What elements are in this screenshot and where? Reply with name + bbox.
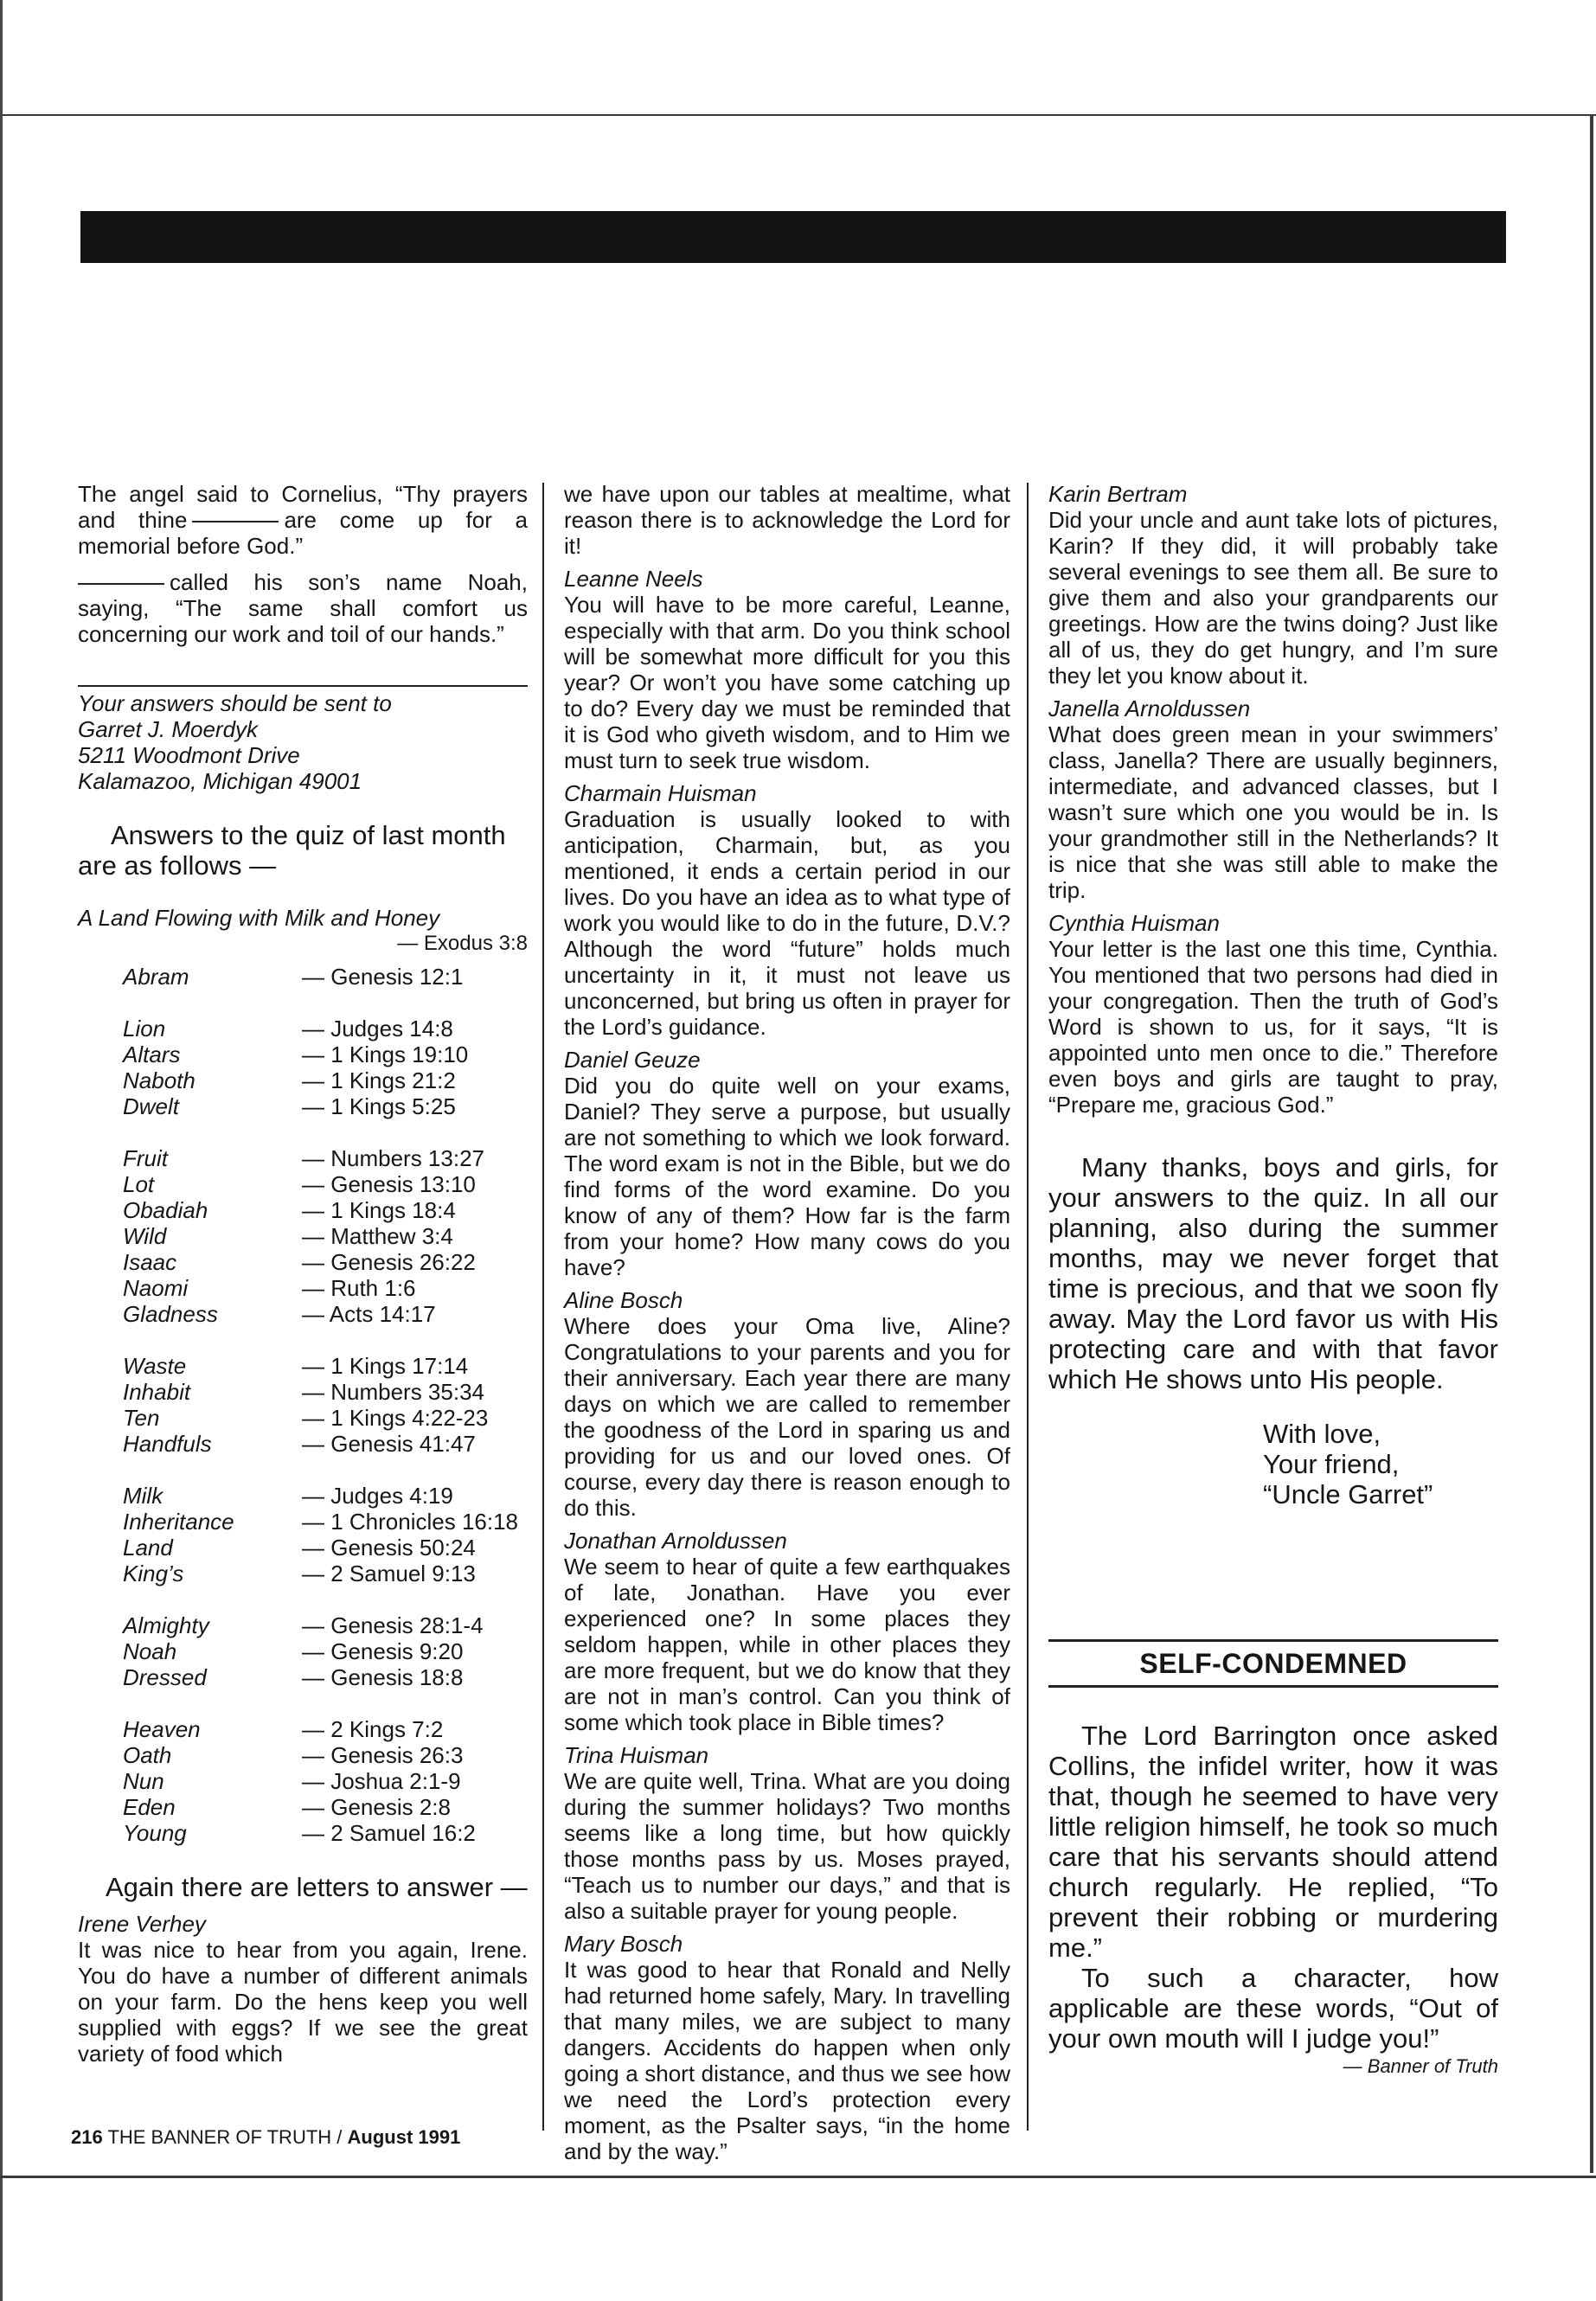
- quiz-answer-word: Milk: [123, 1483, 163, 1509]
- quiz-title: A Land Flowing with Milk and Honey: [78, 905, 440, 931]
- answer-blank: [192, 521, 279, 522]
- quiz-answer-group: [123, 964, 528, 990]
- article-paragraph: To such a character, how applicable are these words, “Out of your own mouth will I judge you!”: [1048, 1963, 1498, 2054]
- quiz-answer-word: Young: [123, 1820, 187, 1846]
- article-title-box: [1048, 1639, 1498, 1688]
- quiz-answer-word: Lot: [123, 1171, 155, 1197]
- quiz-answer-word: Inhabit: [123, 1379, 191, 1405]
- quiz-answer-row: [123, 1042, 528, 1067]
- header-black-bar: [80, 211, 1506, 263]
- quiz-answer-reference: — Acts 14:17: [302, 1301, 436, 1327]
- letter-name: Charmain Huisman: [564, 780, 757, 806]
- quiz-answer-word: Oath: [123, 1742, 172, 1768]
- quiz-answer-word: Ten: [123, 1405, 160, 1431]
- letter-text: Graduation is usually looked to with anticipation, Charmain, but, as you mentioned, it ends a certain period in our lives. Do you have an idea as to what type of work you would like to do in the future, D.V.? Although the word “future” holds much uncertainty in it, it must not leave us unconcerned, but bring us often in prayer for the Lord’s guidance.: [564, 806, 1010, 1040]
- quiz-answer-reference: — Genesis 26:22: [302, 1249, 476, 1275]
- letters-list: [1048, 481, 1498, 1118]
- letter-text: You will have to be more careful, Leanne, especially with that arm. Do you think school will be somewhat more difficult for you this year? Or won’t you have some catching up to do? Every day we must be reminded that it is God who giveth wisdom, and to Him we must turn to seek true wisdom.: [564, 592, 1010, 773]
- page-bottom-rule: [0, 2176, 1596, 2178]
- quiz-answer-reference: — Genesis 13:10: [302, 1171, 476, 1197]
- letter-text: Did you do quite well on your exams, Daniel? They serve a purpose, but usually are not something to which we look forward. The word exam is not in the Bible, but we do find forms of the word examine. Do you know of any of them? How far is the farm from your home? How many cows do you have?: [564, 1073, 1010, 1280]
- quiz-answer-word: Handfuls: [123, 1431, 212, 1457]
- quiz-answer-reference: — Ruth 1:6: [302, 1275, 416, 1301]
- address-line: Your answers should be sent to: [78, 690, 392, 716]
- quiz-answer-reference: — Genesis 41:47: [302, 1431, 476, 1457]
- quiz-answer-word: Dressed: [123, 1664, 207, 1690]
- letter-name: Aline Bosch: [564, 1287, 683, 1313]
- quiz-answer-row: [123, 1197, 528, 1223]
- quiz-question-1: The angel said to Cornelius, “Thy prayers and thine are come up for a memorial before God.”: [78, 481, 528, 559]
- quiz-answer-reference: — Numbers 13:27: [302, 1145, 484, 1171]
- quiz-answer-reference: — Genesis 28:1-4: [302, 1612, 484, 1638]
- letter-text: Did your uncle and aunt take lots of pictures, Karin? If they did, it will probably take several evenings to see them all. Be sure to give them and also your grandparents our greetings. How are the twins doing? Just like all of us, they do get hungry, and I’m sure they let you know about it.: [1048, 507, 1498, 689]
- quiz-answer-reference: — Judges 4:19: [302, 1483, 453, 1509]
- quiz-answer-row: [123, 1768, 528, 1794]
- quiz-answer-group: [123, 1145, 528, 1327]
- quiz-answer-group: [123, 1353, 528, 1457]
- thanks-paragraph: Many thanks, boys and girls, for your answers to the quiz. In all our planning, also during the summer months, may we never forget that time is precious, and that we soon fly away. May the Lord favor us with His protecting care and with that favor which He shows unto His people.: [1048, 1152, 1498, 1394]
- column-right: [1048, 481, 1498, 2080]
- letter-name: Irene Verhey: [78, 1911, 206, 1937]
- quiz-answer-word: Land: [123, 1535, 173, 1561]
- quiz-answer-list: [123, 964, 528, 1846]
- letter-text: We are quite well, Trina. What are you doing during the summer holidays? Two months seems like a long time, but how quickly those months pass by us. Moses prayed, “Teach us to number our days,” and that is also a suitable prayer for young people.: [564, 1768, 1010, 1924]
- quiz-answer-row: [123, 1431, 528, 1457]
- letter-name: Leanne Neels: [564, 566, 703, 592]
- quiz-answer-word: Gladness: [123, 1301, 218, 1327]
- quiz-answer-row: [123, 1638, 528, 1664]
- page-top-rule: [0, 114, 1596, 116]
- quiz-answer-word: Heaven: [123, 1716, 201, 1742]
- quiz-answer-row: [123, 1145, 528, 1171]
- quiz-answer-word: Isaac: [123, 1249, 177, 1275]
- letter-name: Jonathan Arnoldussen: [564, 1528, 787, 1554]
- page-right-edge: [1590, 114, 1593, 2173]
- quiz-answer-reference: — 1 Kings 4:22-23: [302, 1405, 489, 1431]
- quiz-answer-group: [123, 1612, 528, 1690]
- quiz-answer-row: [123, 1093, 528, 1119]
- quiz-answer-row: [123, 1612, 528, 1638]
- quiz-answer-word: Naomi: [123, 1275, 189, 1301]
- quiz-answer-row: [123, 1535, 528, 1561]
- quiz-answer-row: [123, 1171, 528, 1197]
- quiz-answer-row: [123, 1379, 528, 1405]
- quiz-answer-reference: — Genesis 50:24: [302, 1535, 476, 1561]
- address-block: [78, 690, 528, 794]
- issue-date: August 1991: [347, 2126, 461, 2148]
- closing-line: “Uncle Garret”: [1263, 1479, 1433, 1509]
- quiz-answer-word: Obadiah: [123, 1197, 208, 1223]
- quiz-answer-row: [123, 1067, 528, 1093]
- letter-text: Where does your Oma live, Aline? Congratulations to your parents and you for their anniversary. Each year there are many days on which we are called to remember the goodness of the Lord in sparing us and providing for us and our loved ones. Of course, every day there is reason enough to do this.: [564, 1313, 1010, 1521]
- page-number: 216: [71, 2126, 103, 2148]
- page-left-edge: [0, 0, 3, 2301]
- column-middle: [564, 481, 1010, 2164]
- quiz-answer-word: King’s: [123, 1561, 184, 1586]
- title-rule-bottom: [1048, 1685, 1498, 1688]
- quiz-answer-reference: — 1 Kings 17:14: [302, 1353, 469, 1379]
- quiz-answer-reference: — Genesis 9:20: [302, 1638, 464, 1664]
- quiz-answer-word: Fruit: [123, 1145, 168, 1171]
- quiz-answer-reference: — Matthew 3:4: [302, 1223, 453, 1249]
- quiz-answer-reference: — 2 Samuel 9:13: [302, 1561, 476, 1586]
- quiz-answer-reference: — Genesis 26:3: [302, 1742, 464, 1768]
- letter-name: Mary Bosch: [564, 1931, 683, 1957]
- column-left: [78, 481, 528, 2067]
- address-divider: [78, 685, 528, 687]
- quiz-answer-reference: — 1 Kings 19:10: [302, 1042, 469, 1067]
- quiz-answer-reference: — Judges 14:8: [302, 1016, 453, 1042]
- quiz-answer-word: Abram: [123, 964, 189, 990]
- article-credit: — Banner of Truth: [1343, 2055, 1498, 2077]
- article-title: SELF-CONDEMNED: [1139, 1648, 1407, 1679]
- page-footer: [71, 2125, 460, 2150]
- letters-heading: Again there are letters to answer —: [106, 1872, 528, 1902]
- quiz-answer-word: Wild: [123, 1223, 167, 1249]
- quiz-title-reference: — Exodus 3:8: [397, 932, 528, 955]
- quiz-answer-word: Waste: [123, 1353, 187, 1379]
- quiz-question-2: called his son’s name Noah, saying, “The same shall comfort us concerning our work and toil of our hands.”: [78, 569, 528, 647]
- address-line: 5211 Woodmont Drive: [78, 742, 300, 768]
- quiz-answer-row: [123, 1794, 528, 1820]
- quiz-answer-row: [123, 964, 528, 990]
- quiz-answer-reference: — 2 Samuel 16:2: [302, 1820, 476, 1846]
- letter-name: Karin Bertram: [1048, 481, 1188, 507]
- letter-text: What does green mean in your swimmers’ class, Janella? There are usually beginners, intermediate, and advanced classes, but I wasn’t sure which one you would be in. Is your grandmother still in the Netherlands? It is nice that she was still able to make the trip.: [1048, 721, 1498, 903]
- quiz-answer-word: Eden: [123, 1794, 176, 1820]
- letter-name: Daniel Geuze: [564, 1047, 701, 1073]
- quiz-answer-reference: — Genesis 18:8: [302, 1664, 464, 1690]
- quiz-answer-group: [123, 1016, 528, 1119]
- column-divider-left: [542, 483, 544, 2131]
- letter-text: Your letter is the last one this time, Cynthia. You mentioned that two persons had died in your congregation. Then the truth of God’s Word is shown to us, for it says, “It is appointed unto men once to die.” Therefore even boys and girls are taught to pray, “Prepare me, gracious God.”: [1048, 936, 1498, 1118]
- quiz-answer-reference: — Genesis 2:8: [302, 1794, 451, 1820]
- quiz-answer-reference: — 2 Kings 7:2: [302, 1716, 444, 1742]
- quiz-answer-group: [123, 1716, 528, 1846]
- quiz-answer-row: [123, 1716, 528, 1742]
- address-line: Garret J. Moerdyk: [78, 716, 259, 742]
- letter-text: It was nice to hear from you again, Irene. You do have a number of different animals on your farm. Do the hens keep you well supplied with eggs? If we see the great variety of food which: [78, 1937, 528, 2067]
- letters-list: [564, 566, 1010, 2164]
- quiz-answer-row: [123, 1223, 528, 1249]
- quiz-answer-row: [123, 1664, 528, 1690]
- quiz-answer-row: [123, 1561, 528, 1586]
- article-paragraph: The Lord Barrington once asked Collins, the infidel writer, how it was that, though he seemed to have very little religion himself, he took so much care that his servants should attend church regularly. He replied, “To prevent their robbing or murdering me.”: [1048, 1721, 1498, 1963]
- quiz-answer-reference: — 1 Kings 21:2: [302, 1067, 456, 1093]
- quiz-answer-reference: — Numbers 35:34: [302, 1379, 484, 1405]
- letter-name: Trina Huisman: [564, 1742, 709, 1768]
- quiz-answer-row: [123, 1353, 528, 1379]
- quiz-answer-word: Lion: [123, 1016, 166, 1042]
- quiz-answer-word: Nun: [123, 1768, 164, 1794]
- closing-line: Your friend,: [1263, 1449, 1400, 1479]
- quiz-answer-word: Almighty: [123, 1612, 209, 1638]
- quiz-answer-row: [123, 1249, 528, 1275]
- letter-name: Janella Arnoldussen: [1048, 695, 1251, 721]
- quiz-answer-word: Altars: [123, 1042, 181, 1067]
- quiz-answer-row: [123, 1483, 528, 1509]
- quiz-answer-row: [123, 1275, 528, 1301]
- quiz-answer-group: [123, 1483, 528, 1586]
- quiz-answer-row: [123, 1509, 528, 1535]
- letter-text: It was good to hear that Ronald and Nelly had returned home safely, Mary. In travelling that many miles, we are subject to many dangers. Accidents do happen when only going a short distance, and thus we see how we need the Lord’s protection every moment, as the Psalter says, “in the home and by the way.”: [564, 1957, 1010, 2164]
- quiz-answer-word: Noah: [123, 1638, 177, 1664]
- closing-line: With love,: [1263, 1419, 1381, 1449]
- quiz-answer-word: Dwelt: [123, 1093, 180, 1119]
- quiz-answer-row: [123, 1016, 528, 1042]
- quiz-answer-row: [123, 1742, 528, 1768]
- letter-text-continued: we have upon our tables at mealtime, what reason there is to acknowledge the Lord for it!: [564, 481, 1010, 559]
- letter-name: Cynthia Huisman: [1048, 910, 1220, 936]
- publication-name: THE BANNER OF TRUTH /: [107, 2126, 343, 2148]
- quiz-answer-row: [123, 1405, 528, 1431]
- quiz-answer-reference: — 1 Kings 18:4: [302, 1197, 456, 1223]
- quiz-answer-reference: — 1 Chronicles 16:18: [302, 1509, 519, 1535]
- quiz-answer-reference: — 1 Kings 5:25: [302, 1093, 456, 1119]
- answer-blank: [78, 583, 164, 585]
- address-line: Kalamazoo, Michigan 49001: [78, 768, 362, 794]
- quiz-answer-reference: — Genesis 12:1: [302, 964, 464, 990]
- quiz-answer-word: Inheritance: [123, 1509, 234, 1535]
- answers-heading: Answers to the quiz of last month are as follows —: [78, 820, 506, 881]
- quiz-answer-row: [123, 1820, 528, 1846]
- letter-text: We seem to hear of quite a few earthquakes of late, Jonathan. Have you ever experienced one? In some places they seldom happen, while in other places they are more frequent, but we do know that they are not in man’s control. Can you think of some which took place in Bible times?: [564, 1554, 1010, 1735]
- column-divider-right: [1027, 483, 1029, 2131]
- quiz-answer-reference: — Joshua 2:1-9: [302, 1768, 461, 1794]
- quiz-answer-word: Naboth: [123, 1067, 195, 1093]
- quiz-answer-row: [123, 1301, 528, 1327]
- closing-signature: [1263, 1419, 1498, 1509]
